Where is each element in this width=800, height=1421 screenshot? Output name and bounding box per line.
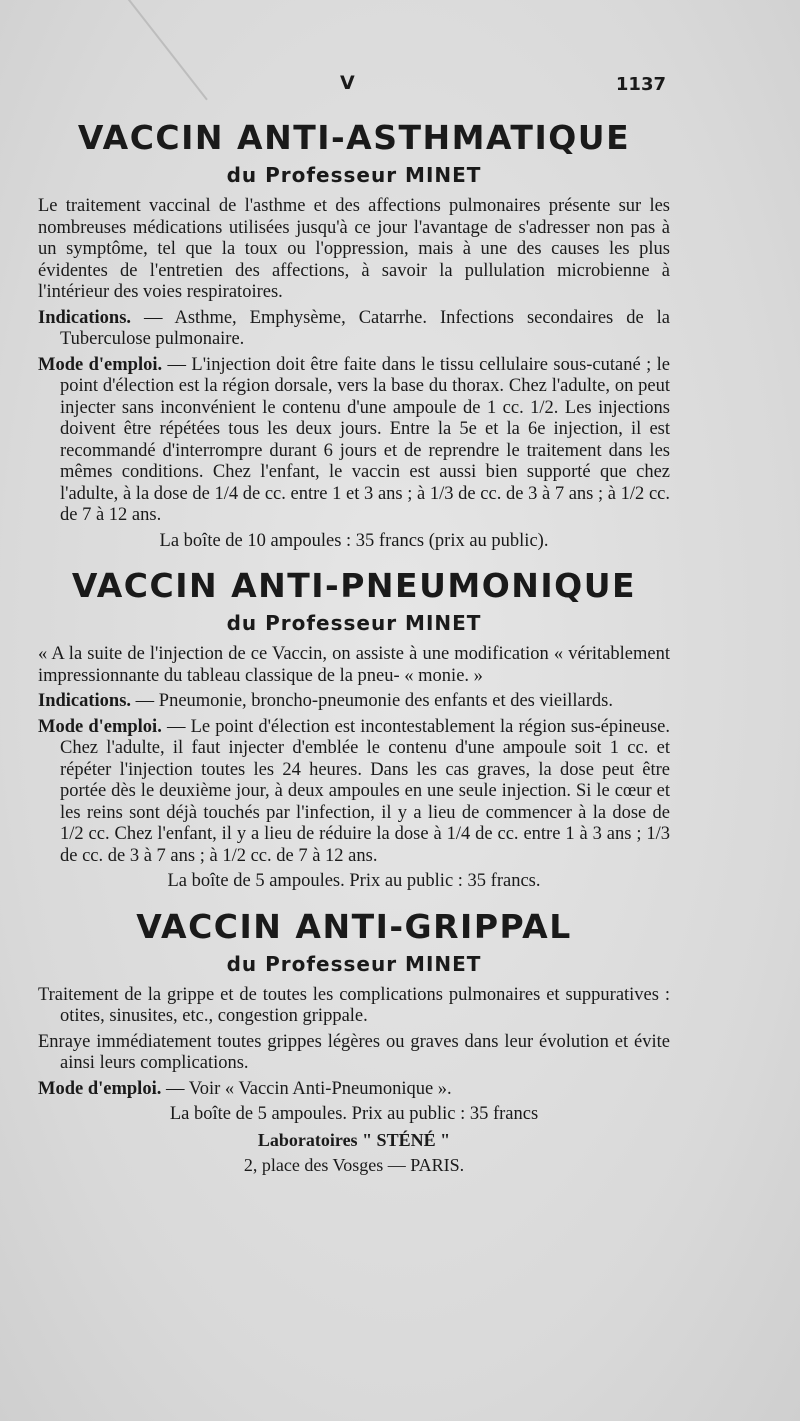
page-number: 1137 [615, 74, 666, 95]
section-letter: V [340, 72, 355, 94]
mode-text: — Le point d'élection est incontestablement la région sus-épineuse. Chez l'adulte, il faut injecter d'emblée le contenu d'une ampoule soit 1 cc. et répéter l'injection toutes les 24 heures. Dans les cas graves, la dose peut être portée dès le deuxième jour, à deux ampoules en une seule injection. Si le cœur et les reins sont déjà touchés par l'infection, il y a lieu de commencer à la dose de 1/2 cc. Chez l'enfant, il y a lieu de réduire la dose à 1/4 de cc. entre 1 à 3 ans ; 1/3 de cc. de 3 à 7 ans ; à 1/2 cc. de 7 à 12 ans. [60, 716, 670, 866]
mode-paragraph [38, 355, 670, 527]
mode-label: Mode d'emploi. [38, 716, 162, 737]
mode-paragraph [38, 1079, 670, 1101]
section-title: VACCIN ANTI-ASTHMATIQUE [77, 118, 631, 157]
section-title: VACCIN ANTI-GRIPPAL [136, 906, 572, 946]
price-line: La boîte de 5 ampoules. Prix au public : 35 francs. [167, 871, 541, 891]
section-anti-pneumonique [38, 566, 670, 893]
mode-paragraph [38, 717, 670, 868]
indications-paragraph [38, 308, 670, 351]
indications-label: Indications. [38, 691, 132, 711]
section-anti-asthmatique [38, 118, 670, 552]
price-line: La boîte de 10 ampoules : 35 francs (prix au public). [159, 530, 549, 551]
intro-paragraph: Le traitement vaccinal de l'asthme et des affections pulmonaires présente sur les nombreuses médications utilisées jusqu'à ce jour l'avantage de s'adresser non pas à un symptôme, tel que la toux ou l'oppression, mais à une des causes les plus évidentes de l'entretien des affections, à savoir la pullulation microbienne à l'intérieur des voies respiratoires. [38, 196, 670, 302]
mode-text: — L'injection doit être faite dans le tissu cellulaire sous-cutané ; le point d'élection est la région dorsale, vers la base du thorax. Chez l'adulte, on peut injecter sans inconvénient le contenu d'une ampoule de 1 cc. 1/2. Les injections doivent être répétées tous les deux jours. Entre la 5e et la 6e injection, il est recommandé d'interrompre durant 6 jours et de reprendre le traitement dans les mêmes conditions. Chez l'enfant, le vaccin est aussi bien supporté que chez l'adulte, à la dose de 1/4 de cc. entre 1 et 3 ans ; à 1/3 de cc. de 3 à 7 ans ; à 1/2 cc. de 7 à 12 ans. [60, 354, 670, 525]
section-title: VACCIN ANTI-PNEUMONIQUE [71, 566, 637, 605]
price-line: La boîte de 5 ampoules. Prix au public : 35 francs [169, 1104, 539, 1124]
section-subtitle: du Professeur MINET [226, 163, 482, 187]
mode-text: — Voir « Vaccin Anti-Pneumonique ». [165, 1078, 452, 1099]
mode-label: Mode d'emploi. [38, 354, 163, 375]
indications-text: — Pneumonie, broncho-pneumonie des enfants et des vieillards. [135, 691, 613, 711]
section-subtitle: du Professeur MINET [226, 951, 482, 976]
section-subtitle: du Professeur MINET [226, 611, 482, 635]
page-header [0, 72, 800, 102]
laboratory-name: Laboratoires " STÉNÉ " [257, 1129, 451, 1150]
indications-text: — Asthme, Emphysème, Catarrhe. Infections secondaires de la Tuberculose pulmonaire. [60, 307, 671, 349]
section-anti-grippal [38, 907, 670, 1126]
mode-label: Mode d'emploi. [38, 1078, 162, 1099]
indications-label: Indications. [38, 307, 132, 328]
intro-paragraph: « A la suite de l'injection de ce Vaccin, on assiste à une modification « véritablement impressionnante du tableau classique de la pneu- « monie. » [38, 644, 670, 686]
intro-paragraph: Traitement de la grippe et de toutes les complications pulmonaires et suppuratives : otites, sinusites, etc., congestion grippale. [38, 984, 670, 1026]
intro-paragraph-2: Enraye immédiatement toutes grippes légères ou graves dans leur évolution et évite ainsi leurs complications. [38, 1031, 670, 1073]
indications-paragraph [38, 691, 670, 713]
laboratory-address: 2, place des Vosges — PARIS. [243, 1154, 465, 1175]
page-content [38, 118, 670, 1176]
